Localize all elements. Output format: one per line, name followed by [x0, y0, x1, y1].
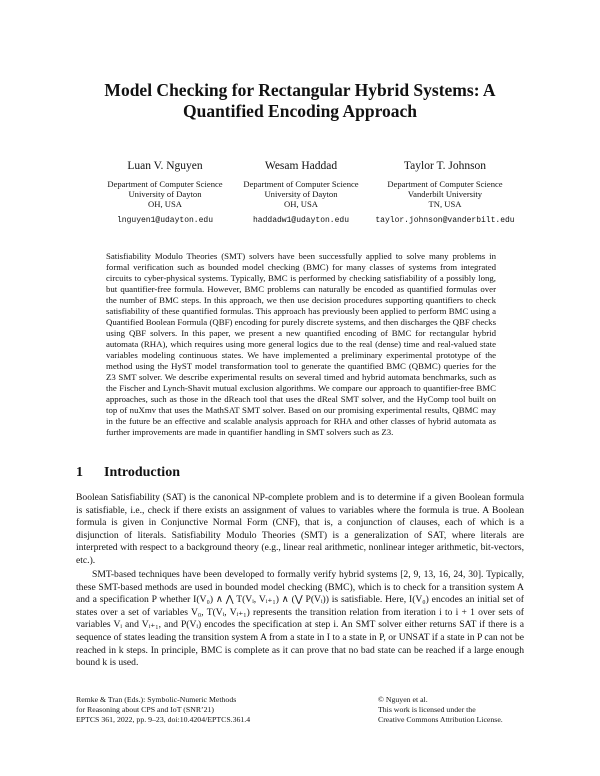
abstract: Satisfiability Modulo Theories (SMT) solvers have been successfully applied to solve many problems in formal verification such as bounded model checking (BMC) for many classes of systems from integrated circuits to cyber-physical systems. Typically, BMC is performed by checking satisfiability of a possibly long, but quantifier-free formula. However, BMC problems can naturally be encoded as quantified formulas over the number of BMC steps. In this approach, we then use decision procedures supporting quantifiers to check satisfiability of these quantified formulas. This approach has previously been applied to perform BMC using a Quantified Boolean Formula (QBF) encoding for purely discrete systems, and then discharges the QBF checks using QBF solvers. In this paper, we present a new quantified encoding of BMC for rectangular hybrid automata (RHA), which requires using more general logics due to the real (dense) time and real-valued state variables modeling continuous states. We have implemented a preliminary experimental prototype of the method using the HyST model transformation tool to generate the quantified BMC (QBMC) queries for the Z3 SMT solver. We describe experimental results on several timed and hybrid automata benchmarks, such as the Fischer and Lynch-Shavit mutual exclusion algorithms. We compare our approach to quantifier-free BMC approaches, such as those in the dReach tool that uses the dReal SMT solver, and the HyComp tool built on top of nuXmv that uses the MathSAT SMT solver. Based on our promising experimental results, QBMC may in the future be an effective and scalable analysis approach for RHA and other classes of hybrid automata as further improvements are made in quantifier handling in SMT solvers such as Z3. — [106, 251, 496, 437]
author-name: Wesam Haddad — [264, 160, 338, 172]
author-location: TN, USA — [428, 199, 462, 210]
footer-citation-line: EPTCS 361, 2022, pp. 9–23, doi:10.4204/EPTCS.361.4 — [76, 715, 251, 724]
author-email[interactable]: haddadw1@udayton.edu — [252, 215, 349, 225]
footer-copyright: © Nguyen et al. — [378, 695, 428, 704]
author-email[interactable]: taylor.johnson@vanderbilt.edu — [375, 215, 515, 225]
section-number: 1 — [76, 465, 83, 480]
footer-citation-line: Remke & Tran (Eds.): Symbolic-Numeric Methods — [76, 695, 237, 704]
paragraph-2: SMT-based techniques have been developed to formally verify hybrid systems [2, 9, 13, 16, 24, 30]. Typically, these SMT-based methods are used in bounded model checking (BMC), which is to check for a transition system A and a specification P whether I(V₀) ∧ ⋀ T(Vᵢ, Vᵢ₊₁) ∧ (⋁ P(Vᵢ)) is satisfiable. Here, I(V₀) encodes an initial set of states over a set of variables V₀, T(Vᵢ, Vᵢ₊₁) represents the transition relation from iteration i to i + 1 over sets of variables Vᵢ and Vᵢ₊₁, and P(Vᵢ) encodes the specification at step i. An SMT solver either returns SAT if there is a sequence of states leading the transition system A from a state in I to a state in P, or UNSAT if a state in P can not be reached in k steps. In principle, BMC is complete as it can prove that no bad state can be reached if a large enough bound k is used. — [76, 569, 524, 669]
author-email[interactable]: lnguyen1@udayton.edu — [116, 215, 213, 225]
author-block-3 — [365, 159, 525, 226]
author-name: Luan V. Nguyen — [127, 160, 203, 172]
author-department: Department of Computer Science — [243, 179, 359, 189]
title-line-2: Quantified Encoding Approach — [182, 101, 418, 121]
author-block-2 — [221, 159, 381, 226]
paragraph-1: Boolean Satisfiability (SAT) is the canonical NP-complete problem and is to determine if a given Boolean formula is satisfiable, i.e., check if there exists an assignment of values to variables where the formula is true. A Boolean formula is given in Conjunctive Normal Form (CNF), that is, a conjunction of clauses, each of which is a disjunction of literals. Satisfiability Modulo Theories (SMT) is a generalization of SAT, where literals are interpreted with respect to a background theory (e.g., linear real arithmetic, nonlinear integer arithmetic, bit-vectors, etc.). — [76, 492, 524, 566]
author-department: Department of Computer Science — [387, 179, 503, 189]
section-title: Introduction — [104, 465, 180, 480]
author-location: OH, USA — [284, 199, 318, 210]
author-department: Department of Computer Science — [107, 179, 223, 189]
paper-title — [60, 80, 540, 122]
introduction-body — [76, 492, 524, 670]
footer-citation — [76, 695, 250, 725]
title-line-1: Model Checking for Rectangular Hybrid Systems: A — [104, 80, 496, 100]
footer-license-line: This work is licensed under the — [378, 705, 476, 714]
author-name: Taylor T. Johnson — [403, 160, 487, 172]
author-organization: University of Dayton — [128, 189, 202, 200]
section-heading — [76, 465, 180, 481]
author-organization: University of Dayton — [264, 189, 338, 200]
footer-citation-line: for Reasoning about CPS and IoT (SNR’21) — [76, 705, 215, 714]
author-organization: Vanderbilt University — [407, 189, 483, 200]
footer-license — [378, 695, 503, 725]
license-link[interactable]: Creative Commons Attribution License. — [378, 715, 503, 724]
author-location: OH, USA — [148, 199, 182, 210]
